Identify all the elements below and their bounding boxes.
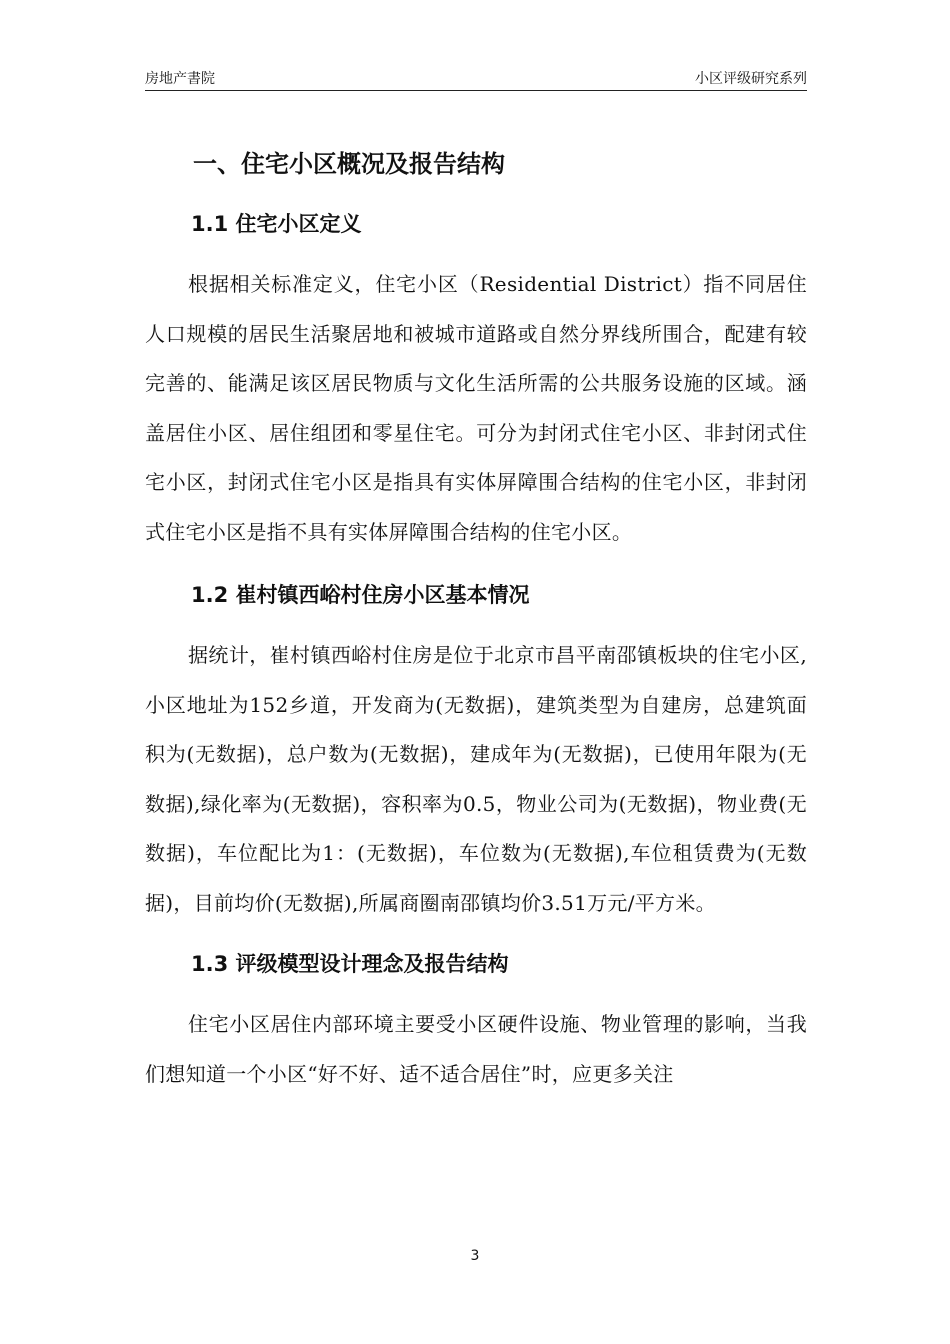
document-body [145,140,807,1099]
section-paragraph-1-3: 住宅小区居住内部环境主要受小区硬件设施、物业管理的影响，当我们想知道一个小区“好不好、适不适合居住”时，应更多关注 [145,1012,807,1086]
section-paragraph-1-1: 根据相关标准定义，住宅小区（Residential District）指不同居住人口规模的居民生活聚居地和被城市道路或自然分界线所围合，配建有较完善的、能满足该区居民物质与文化生活所需的公共服务设施的区域。涵盖居住小区、居住组团和零星住宅。可分为封闭式住宅小区、非封闭式住宅小区，封闭式住宅小区是指具有实体屏障围合结构的住宅小区，非封闭式住宅小区是指不具有实体屏障围合结构的住宅小区。 [145,272,807,544]
chapter-title: 一、住宅小区概况及报告结构 [193,150,505,178]
header-left-text: 房地产書院 [145,71,215,87]
section-title-1-3: 1.3 评级模型设计理念及报告结构 [191,952,509,976]
section-title-1-2: 1.2 崔村镇西峪村住房小区基本情况 [191,583,530,607]
page-number: 3 [470,1248,480,1264]
header-right-text: 小区评级研究系列 [695,71,807,87]
section-title-1-1: 1.1 住宅小区定义 [191,212,362,236]
section-paragraph-1-2: 据统计，崔村镇西峪村住房是位于北京市昌平南邵镇板块的住宅小区,小区地址为152乡道，开发商为(无数据)，建筑类型为自建房，总建筑面积为(无数据)，总户数为(无数据)，建成年为(无数据)，已使用年限为(无数据),绿化率为(无数据)，容积率为0.5，物业公司为(无数据)，物业费(无数据)，车位配比为1：(无数据)，车位数为(无数据),车位租赁费为(无数据)，目前均价(无数据),所属商圈南邵镇均价3.51万元/平方米。 [145,643,807,915]
page-header [145,66,807,91]
